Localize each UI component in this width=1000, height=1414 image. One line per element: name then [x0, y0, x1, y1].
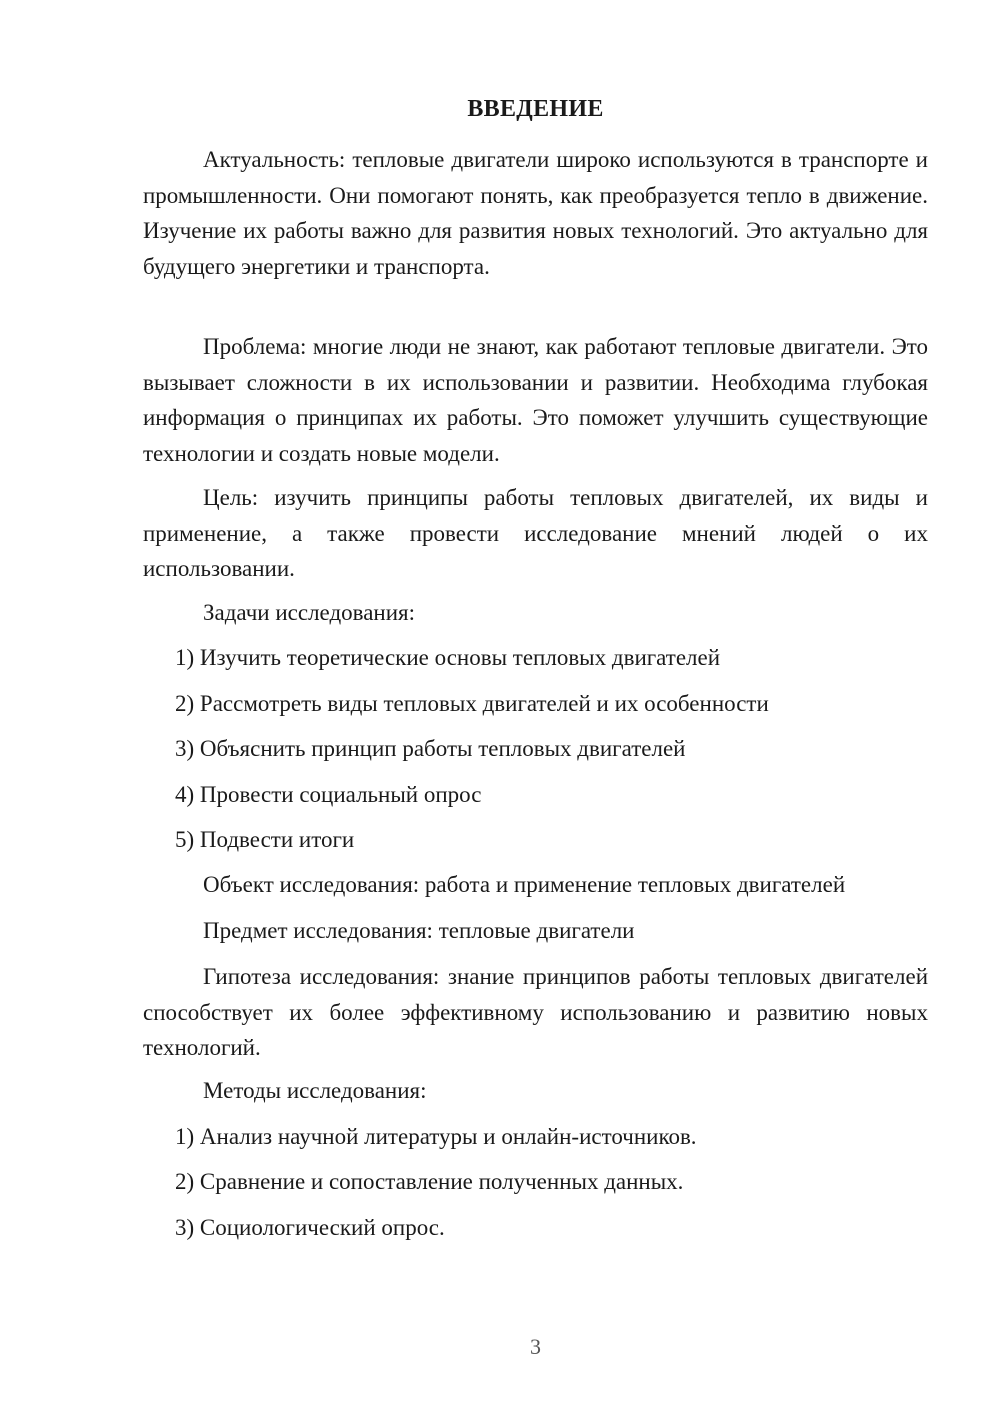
relevance-paragraph: Актуальность: тепловые двигатели широко используются в транспорте и промышленности. Они помогают понять, как преобразуется тепло в движение. Изучение их работы важно для развития новых технологий. Это актуально для будущего энергетики и транспорта. [143, 147, 928, 279]
task-item: 4) Провести социальный опрос [175, 782, 482, 807]
task-item: 3) Объяснить принцип работы тепловых двигателей [175, 736, 686, 761]
page-title: ВВЕДЕНИЕ [467, 96, 604, 122]
hypothesis-paragraph: Гипотеза исследования: знание принципов работы тепловых двигателей способствует их более эффективному использованию и развитию новых технологий. [143, 964, 928, 1060]
goal-paragraph: Цель: изучить принципы работы тепловых двигателей, их виды и применение, а также провести исследование мнений людей о их использовании. [143, 485, 928, 581]
method-item: 3) Социологический опрос. [175, 1215, 445, 1240]
problem-paragraph: Проблема: многие люди не знают, как работают тепловые двигатели. Это вызывает сложности в их использовании и развитии. Необходима глубокая информация о принципах их работы. Это поможет улучшить существующие технологии и создать новые модели. [143, 334, 928, 466]
page-number: 3 [530, 1334, 541, 1359]
research-subject: Предмет исследования: тепловые двигатели [203, 918, 635, 943]
tasks-heading: Задачи исследования: [203, 600, 416, 625]
methods-heading: Методы исследования: [203, 1078, 427, 1103]
task-item: 1) Изучить теоретические основы тепловых двигателей [175, 645, 721, 670]
task-item: 5) Подвести итоги [175, 827, 355, 852]
research-object: Объект исследования: работа и применение тепловых двигателей [203, 872, 846, 897]
method-item: 1) Анализ научной литературы и онлайн-источников. [175, 1124, 697, 1149]
task-item: 2) Рассмотреть виды тепловых двигателей и их особенности [175, 691, 769, 716]
method-item: 2) Сравнение и сопоставление полученных данных. [175, 1169, 684, 1194]
